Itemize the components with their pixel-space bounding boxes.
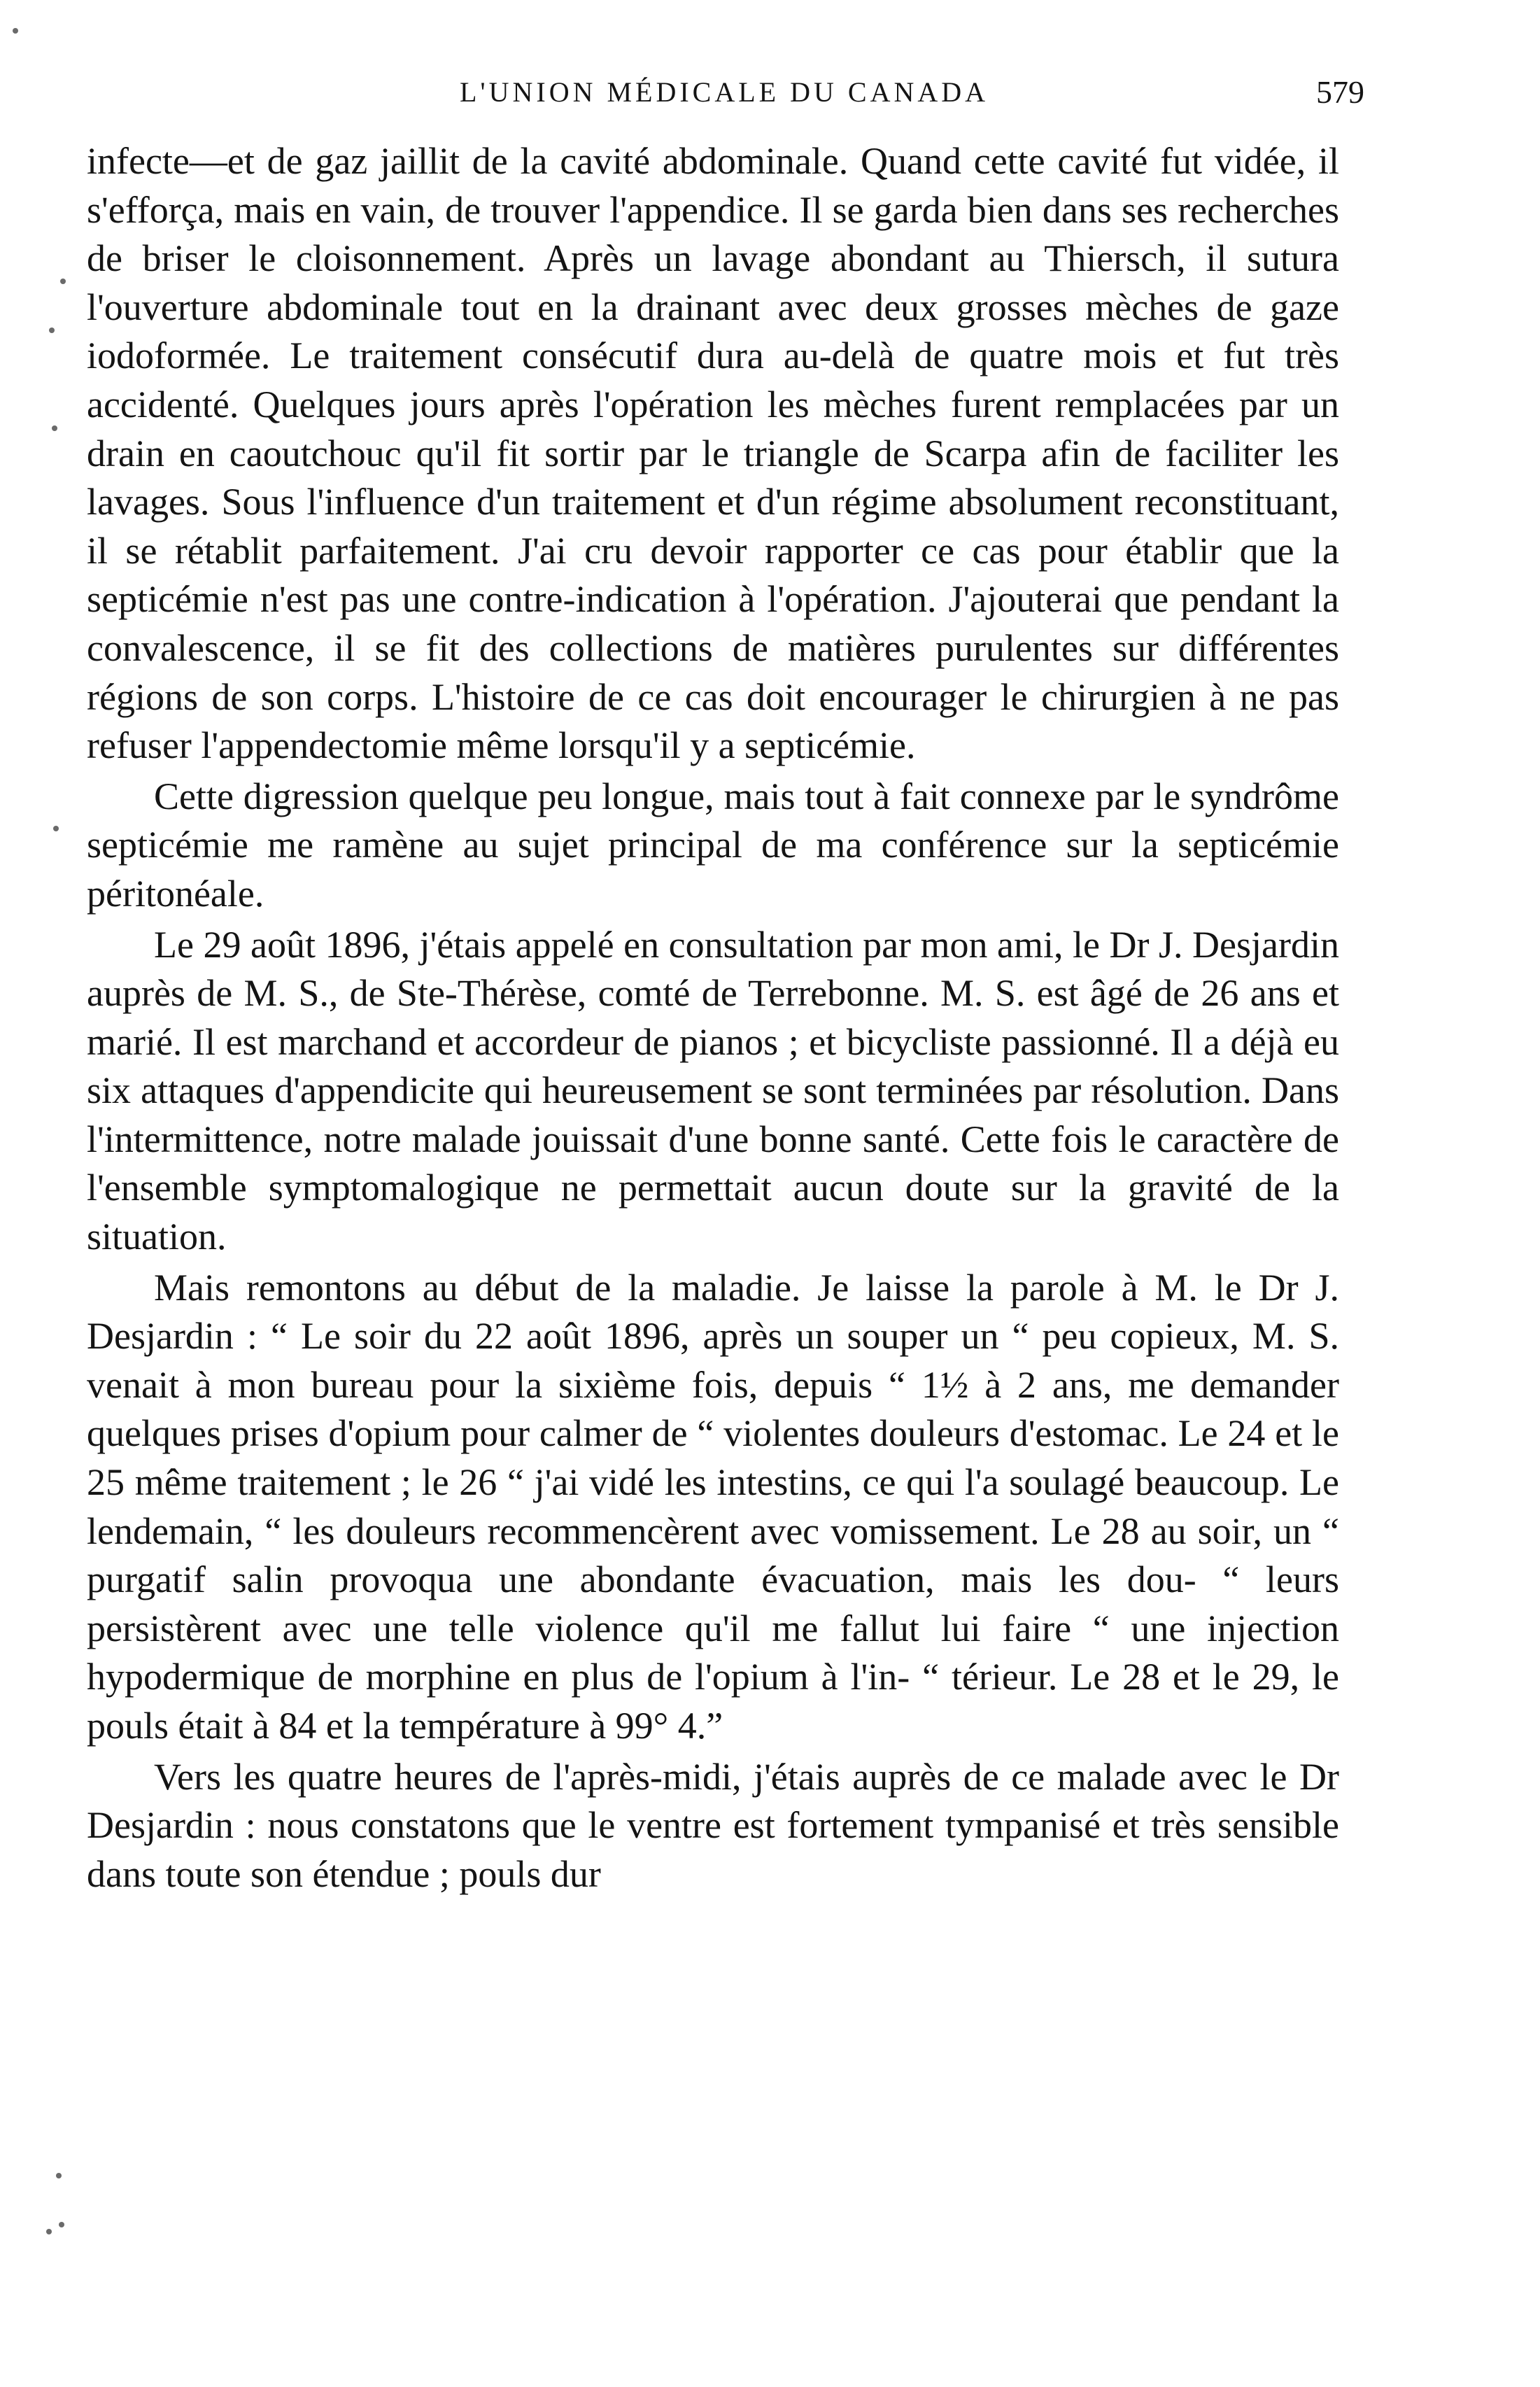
margin-speck	[13, 28, 18, 34]
paragraph-continuation: infecte—et de gaz jaillit de la cavité abdominale. Quand cette cavité fut vidée, il s'efforça, mais en vain, de trouver l'appendice. Il se garda bien dans ses recherches de briser le cloisonnement. Après un lavage abondant au Thiersch, il sutura l'ouverture abdominale tout en la drainant avec deux grosses mèches de gaze iodoformée. Le traitement consécutif dura au-delà de quatre mois et fut très accidenté. Quelques jours après l'opération les mèches furent remplacées par un drain en caoutchouc qu'il fit sortir par le triangle de Scarpa afin de faciliter les lavages. Sous l'influence d'un traitement et d'un régime absolument reconstituant, il se rétablit parfaitement. J'ai cru devoir rapporter ce cas pour établir que la septicémie n'est pas une contre-indication à l'opération. J'ajouterai que pendant la convalescence, il se fit des collections de matières purulentes sur différentes régions de son corps. L'histoire de ce cas doit encourager le chirurgien à ne pas refuser l'appendectomie même lorsqu'il y a septicémie.	[87, 140, 1339, 767]
running-head	[84, 64, 1364, 120]
text-body	[87, 137, 1339, 1899]
margin-speck	[56, 2173, 62, 2178]
margin-speck	[53, 826, 59, 831]
page-number: 579	[1316, 74, 1364, 110]
margin-speck	[46, 2229, 52, 2234]
margin-speck	[60, 279, 66, 284]
paragraph-desjardin-quote: Mais remontons au début de la maladie. Je laisse la parole à M. le Dr J. Desjardin : “ Le soir du 22 août 1896, après un souper un “ peu copieux, M. S. venait à mon bureau pour la sixième fois, depuis “ 1½ à 2 ans, me demander quelques prises d'opium pour calmer de “ violentes douleurs d'estomac. Le 24 et le 25 même traitement ; le 26 “ j'ai vidé les intestins, ce qui l'a soulagé beaucoup. Le lendemain, “ les douleurs recommencèrent avec vomissement. Le 28 au soir, un “ purgatif salin provoqua une abondante évacuation, mais les dou- “ leurs persistèrent avec une telle violence qu'il me fallut lui faire “ une injection hypodermique de morphine en plus de l'opium à l'in- “ térieur. Le 28 et le 29, le pouls était à 84 et la température à 99° 4.”	[87, 1266, 1339, 1747]
margin-speck	[52, 425, 57, 431]
running-title: L'UNION MÉDICALE DU CANADA	[459, 76, 989, 108]
paragraph-case-report: Le 29 août 1896, j'étais appelé en consultation par mon ami, le Dr J. Desjardin auprès de M. S., de Ste-Thérèse, comté de Terrebonne. M. S. est âgé de 26 ans et marié. Il est marchand et accordeur de pianos ; et bicycliste passionné. Il a déjà eu six attaques d'appendicite qui heureusement se sont terminées par résolution. Dans l'intermittence, notre malade jouissait d'une bonne santé. Cette fois le caractère de l'ensemble symptomalogique ne permettait aucun doute sur la gravité de la situation.	[87, 923, 1339, 1258]
paragraph-examination: Vers les quatre heures de l'après-midi, j'étais auprès de ce malade avec le Dr Desjardin : nous constatons que le ventre est fortement tympanisé et très sensible dans toute son étendue ; pouls dur	[87, 1755, 1339, 1895]
paragraph-digression: Cette digression quelque peu longue, mais tout à fait connexe par le syndrôme septicémie me ramène au sujet principal de ma conférence sur la septicémie péritonéale.	[87, 775, 1339, 915]
margin-speck	[59, 2222, 64, 2227]
margin-speck	[49, 328, 55, 333]
